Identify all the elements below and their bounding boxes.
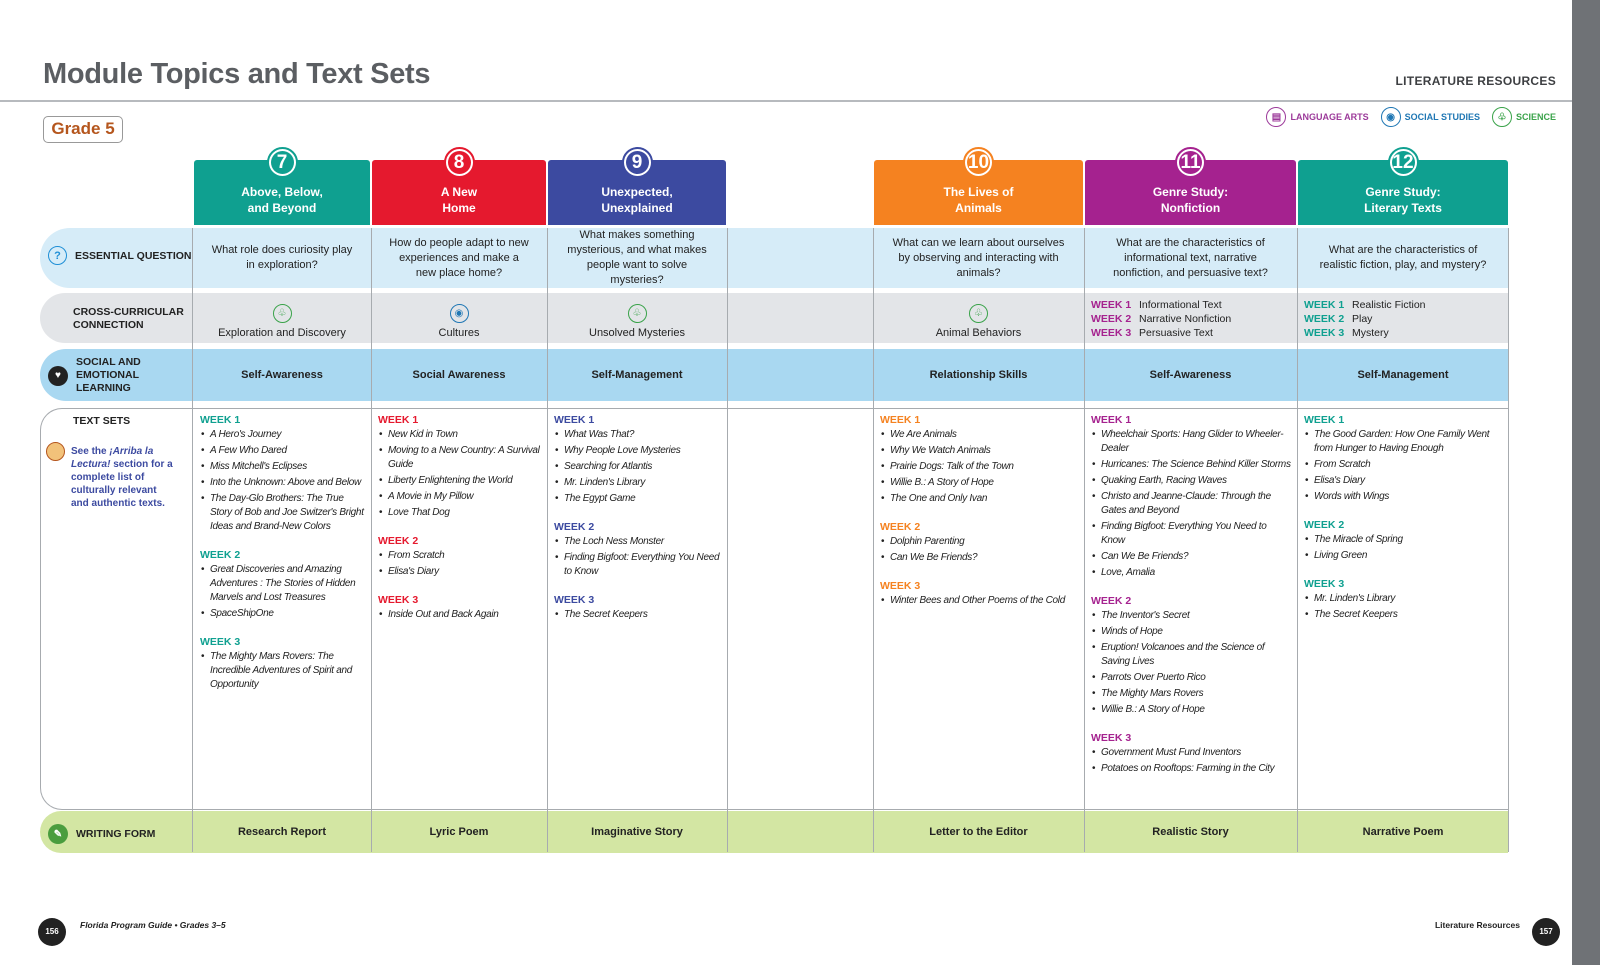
book-title: • Love That Dog — [378, 506, 542, 520]
text-set-list — [372, 413, 542, 624]
cross-curricular-cell — [194, 297, 370, 341]
book-title: • The Secret Keepers — [1304, 608, 1504, 622]
week-heading: WEEK 1 — [200, 414, 241, 426]
cross-curricular-topic: Unsolved Mysteries — [589, 327, 685, 339]
legend-label: SCIENCE — [1515, 112, 1556, 122]
book-title: • Mr. Linden's Library — [554, 476, 722, 490]
week-heading: WEEK 1 — [554, 414, 595, 426]
book-title: • Dolphin Parenting — [880, 535, 1079, 549]
genre-label: Mystery — [1352, 327, 1389, 339]
genre-label: Informational Text — [1139, 299, 1222, 311]
module-title-line2: Unexplained — [601, 201, 673, 215]
cross-curricular-cell — [548, 297, 726, 341]
module-title-line1: A New — [440, 185, 478, 199]
book-title: • Liberty Enlightening the World — [378, 474, 542, 488]
book-title: • The Inventor's Secret — [1091, 609, 1292, 623]
book-title: • Government Must Fund Inventors — [1091, 746, 1292, 760]
week-heading: WEEK 1 — [1304, 414, 1345, 426]
writing-form: Realistic Story — [1152, 825, 1229, 838]
column-divider — [727, 228, 728, 852]
genre-label: Play — [1352, 313, 1373, 325]
essential-question: What are the characteristics of informational text, narrative nonfiction, and persuasive text? — [1113, 236, 1268, 279]
column-divider — [192, 228, 193, 852]
module-title-line2: Literary Texts — [1364, 201, 1442, 215]
book-title: • Christo and Jeanne-Claude: Through the Gates and Beyond — [1091, 490, 1292, 518]
book-title: • We Are Animals — [880, 428, 1079, 442]
module-number-badge — [1388, 147, 1419, 178]
week-label: WEEK 2 — [1091, 313, 1132, 325]
heart-head-icon: ♥ — [48, 366, 68, 386]
book-title: • Inside Out and Back Again — [378, 608, 542, 622]
text-sets-label: TEXT SETS — [73, 415, 131, 427]
book-title: • Can We Be Friends? — [1091, 550, 1292, 564]
essential-question: What are the characteristics of realistic fiction, play, and mystery? — [1319, 244, 1487, 271]
module-number: 11 — [1180, 152, 1201, 173]
book-title: • Searching for Atlantis — [554, 460, 722, 474]
essential-question: What role does curiosity play in exploration? — [211, 244, 353, 271]
week-heading: WEEK 2 — [200, 549, 241, 561]
arriba-note — [46, 442, 176, 510]
module-title-line1: Unexpected, — [601, 185, 673, 199]
book-title: • Words with Wings — [1304, 490, 1504, 504]
book-title: • Willie B.: A Story of Hope — [880, 476, 1079, 490]
module-title-line1: Above, Below, — [241, 185, 323, 199]
week-heading: WEEK 1 — [378, 414, 419, 426]
arriba-title: ¡Arriba la Lectura! — [71, 446, 154, 470]
book-title: • Wheelchair Sports: Hang Glider to Wheeler-Dealer — [1091, 428, 1292, 456]
book-title: • Moving to a New Country: A Survival Guide — [378, 444, 542, 472]
module-number-badge — [444, 147, 475, 178]
module-number: 12 — [1392, 152, 1414, 173]
globe-icon: ◉ — [1381, 107, 1401, 127]
book-title: • Quaking Earth, Racing Waves — [1091, 474, 1292, 488]
left-page-number: 156 — [38, 918, 66, 946]
text-set-list — [1085, 413, 1292, 778]
book-title: • Love, Amalia — [1091, 566, 1292, 580]
book-title: • The Loch Ness Monster — [554, 535, 722, 549]
sel-line2: EMOTIONAL — [76, 369, 139, 381]
book-title: • Living Green — [1304, 549, 1504, 563]
page-title: Module Topics and Text Sets — [43, 58, 431, 90]
book-title: • From Scratch — [1304, 458, 1504, 472]
legend-label: LANGUAGE ARTS — [1290, 112, 1369, 122]
cross-curricular-week — [1091, 298, 1231, 312]
week-label: WEEK 3 — [1304, 327, 1345, 339]
grade-badge: Grade 5 — [43, 116, 123, 143]
week-label: WEEK 1 — [1304, 299, 1345, 311]
cross-curricular-weeks — [1304, 298, 1426, 340]
week-label: WEEK 2 — [1304, 313, 1345, 325]
sel-line3: LEARNING — [76, 382, 131, 394]
writing-form-label — [48, 824, 155, 844]
book-title: • Potatoes on Rooftops: Farming in the City — [1091, 762, 1292, 776]
pencil-book-icon: ✎ — [48, 824, 68, 844]
book-title: • The Mighty Mars Rovers: The Incredible Adventures of Spirit and Opportunity — [200, 650, 366, 692]
genre-label: Persuasive Text — [1139, 327, 1213, 339]
cross-curricular-week — [1304, 326, 1426, 340]
week-heading: WEEK 3 — [200, 636, 241, 648]
arriba-pre: See the — [71, 446, 110, 457]
book-title: • Parrots Over Puerto Rico — [1091, 671, 1292, 685]
left-footer-text: Florida Program Guide • Grades 3–5 — [80, 920, 226, 930]
module-number-badge — [622, 147, 653, 178]
cross-curricular-label — [73, 306, 184, 332]
week-heading: WEEK 3 — [1304, 578, 1345, 590]
book-title: • Elisa's Diary — [1304, 474, 1504, 488]
cross-curricular-line1: CROSS-CURRICULAR — [73, 306, 184, 318]
book-title: • Can We Be Friends? — [880, 551, 1079, 565]
book-title: • Mr. Linden's Library — [1304, 592, 1504, 606]
book-title: • Why We Watch Animals — [880, 444, 1079, 458]
globe-icon: ◉ — [450, 304, 469, 323]
cross-curricular-weeks — [1091, 298, 1231, 340]
sel-label-lines — [76, 356, 141, 395]
book-title: • What Was That? — [554, 428, 722, 442]
module-number: 10 — [967, 152, 990, 173]
arriba-text — [71, 442, 176, 510]
essential-question: What can we learn about ourselves by observing and interacting with animals? — [892, 236, 1065, 279]
book-title: • Into the Unknown: Above and Below — [200, 476, 366, 490]
writing-form: Letter to the Editor — [929, 825, 1028, 838]
cross-curricular-topic: Exploration and Discovery — [218, 327, 346, 339]
book-title: • Why People Love Mysteries — [554, 444, 722, 458]
plant-icon: ♧ — [273, 304, 292, 323]
module-title-line2: Animals — [955, 201, 1002, 215]
question-icon: ? — [48, 246, 67, 265]
essential-question: What makes something mysterious, and what makes people want to solve mysteries? — [567, 229, 707, 286]
week-heading: WEEK 3 — [880, 580, 921, 592]
cross-curricular-line2: CONNECTION — [73, 319, 144, 331]
week-heading: WEEK 2 — [1091, 595, 1132, 607]
sel-line1: SOCIAL AND — [76, 356, 141, 368]
module-title-line1: Genre Study: — [1365, 185, 1441, 199]
book-title: • Winds of Hope — [1091, 625, 1292, 639]
book-title: • A Hero's Journey — [200, 428, 366, 442]
book-title: • The Day-Glo Brothers: The True Story of Bob and Joe Switzer's Bright Ideas and Brand-New Colors — [200, 492, 366, 534]
book-title: • The Egypt Game — [554, 492, 722, 506]
module-title-line1: Genre Study: — [1152, 185, 1229, 199]
essential-question: How do people adapt to new experiences and make a new place home? — [389, 236, 529, 279]
book-title: • SpaceShipOne — [200, 607, 366, 621]
genre-label: Realistic Fiction — [1352, 299, 1426, 311]
page-edge-bar — [1572, 0, 1600, 965]
sel-competency: Social Awareness — [412, 368, 506, 381]
book-title: • Finding Bigfoot: Everything You Need to Know — [554, 551, 722, 579]
book-title: • The Mighty Mars Rovers — [1091, 687, 1292, 701]
cross-curricular-week — [1091, 312, 1231, 326]
book-title: • Prairie Dogs: Talk of the Town — [880, 460, 1079, 474]
writing-form: Research Report — [237, 825, 327, 838]
week-heading: WEEK 1 — [1091, 414, 1132, 426]
right-footer-text: Literature Resources — [1434, 920, 1520, 930]
book-title: • The Good Garden: How One Family Went from Hunger to Having Enough — [1304, 428, 1504, 456]
cross-curricular-week — [1304, 298, 1426, 312]
sel-competency: Self-Management — [1357, 368, 1449, 381]
book-title: • Great Discoveries and Amazing Adventures : The Stories of Hidden Marvels and Lost Treasures — [200, 563, 366, 605]
week-heading: WEEK 1 — [880, 414, 921, 426]
text-set-list — [874, 413, 1079, 610]
week-heading: WEEK 3 — [1091, 732, 1132, 744]
cross-curricular-week — [1304, 312, 1426, 326]
column-divider — [1508, 228, 1509, 852]
module-number: 8 — [453, 152, 465, 173]
book-title: • New Kid in Town — [378, 428, 542, 442]
book-title: • Finding Bigfoot: Everything You Need to Know — [1091, 520, 1292, 548]
cross-curricular-cell — [372, 297, 546, 341]
book-title: • From Scratch — [378, 549, 542, 563]
book-title: • Winter Bees and Other Poems of the Cold — [880, 594, 1079, 608]
book-title: • The Miracle of Spring — [1304, 533, 1504, 547]
book-icon: ▤ — [1266, 107, 1286, 127]
book-title: • Miss Mitchell's Eclipses — [200, 460, 366, 474]
cross-curricular-topic: Cultures — [438, 327, 480, 339]
essential-question-text: ESSENTIAL QUESTION — [75, 249, 192, 262]
week-heading: WEEK 3 — [378, 594, 419, 606]
book-title: • Hurricanes: The Science Behind Killer Storms — [1091, 458, 1292, 472]
essential-question-label — [48, 246, 192, 265]
week-heading: WEEK 2 — [880, 521, 921, 533]
text-set-list — [548, 413, 722, 624]
text-set-list — [194, 413, 366, 694]
writing-form: Imaginative Story — [591, 825, 683, 838]
week-heading: WEEK 3 — [554, 594, 595, 606]
genre-label: Narrative Nonfiction — [1139, 313, 1232, 325]
week-heading: WEEK 2 — [1304, 519, 1345, 531]
cross-curricular-cell — [874, 297, 1083, 341]
arriba-icon — [46, 442, 65, 461]
cross-curricular-week — [1091, 326, 1231, 340]
module-number: 9 — [631, 152, 643, 173]
week-label: WEEK 3 — [1091, 327, 1132, 339]
legend-label: SOCIAL STUDIES — [1404, 112, 1480, 122]
module-number: 7 — [276, 152, 288, 173]
module-title-line2: Home — [442, 201, 476, 215]
writing-form: Lyric Poem — [429, 825, 489, 838]
sel-competency: Relationship Skills — [929, 368, 1028, 381]
text-set-list — [1298, 413, 1504, 624]
module-number-badge — [963, 147, 994, 178]
writing-form: Narrative Poem — [1362, 825, 1444, 838]
section-label: LITERATURE RESOURCES — [1395, 74, 1556, 88]
module-title-line2: and Beyond — [247, 201, 317, 215]
book-title: • A Few Who Dared — [200, 444, 366, 458]
plant-icon: ♧ — [628, 304, 647, 323]
right-page-number: 157 — [1532, 918, 1560, 946]
book-title: • Eruption! Volcanoes and the Science of Saving Lives — [1091, 641, 1292, 669]
module-title-line1: The Lives of — [943, 185, 1014, 199]
sel-competency: Self-Management — [591, 368, 683, 381]
book-title: • The One and Only Ivan — [880, 492, 1079, 506]
sel-competency: Self-Awareness — [1149, 368, 1232, 381]
module-number-badge — [1175, 147, 1206, 178]
book-title: • Willie B.: A Story of Hope — [1091, 703, 1292, 717]
week-label: WEEK 1 — [1091, 299, 1132, 311]
arriba-post: section for a complete list of culturally relevant and authentic texts. — [71, 459, 173, 509]
module-number-badge — [267, 147, 298, 178]
plant-icon: ♧ — [1492, 107, 1512, 127]
week-heading: WEEK 2 — [554, 521, 595, 533]
book-title: • A Movie in My Pillow — [378, 490, 542, 504]
module-title-line2: Nonfiction — [1160, 201, 1221, 215]
writing-form-text: WRITING FORM — [76, 828, 156, 840]
week-heading: WEEK 2 — [378, 535, 419, 547]
sel-label — [48, 356, 141, 395]
book-title: • Elisa's Diary — [378, 565, 542, 579]
sel-competency: Self-Awareness — [241, 368, 323, 381]
cross-curricular-topic: Animal Behaviors — [935, 327, 1022, 339]
book-title: • The Secret Keepers — [554, 608, 722, 622]
plant-icon: ♧ — [969, 304, 988, 323]
